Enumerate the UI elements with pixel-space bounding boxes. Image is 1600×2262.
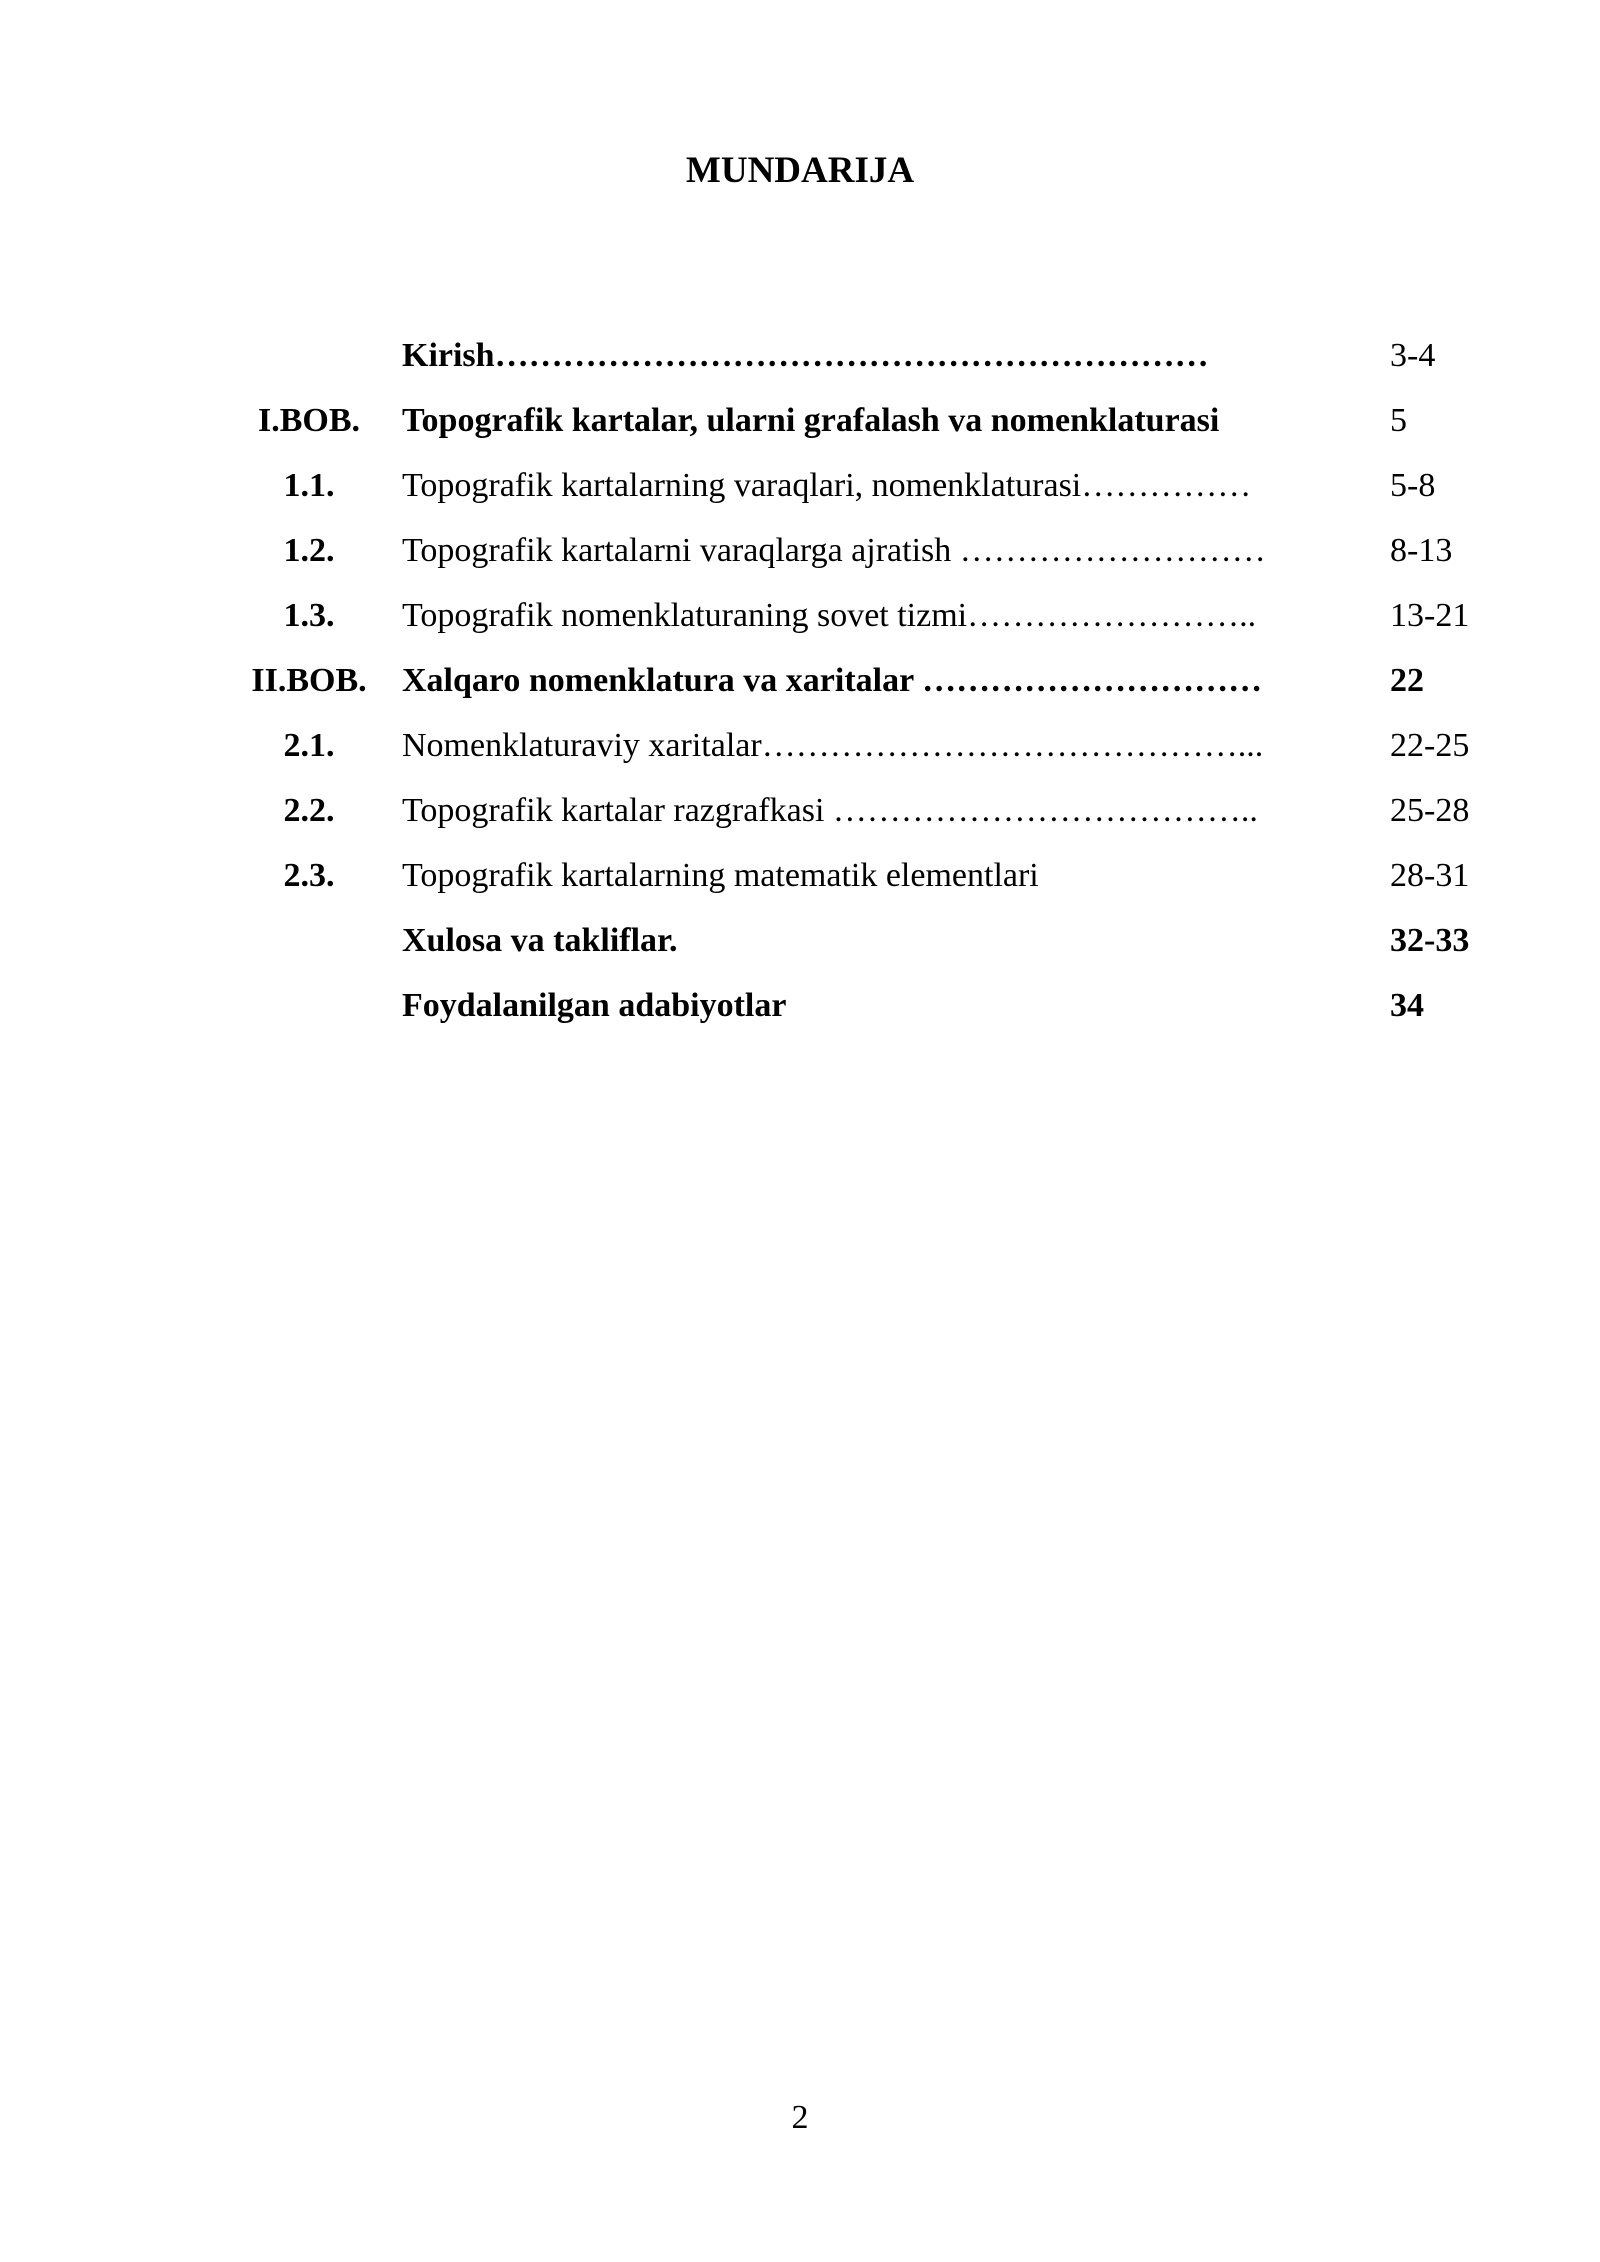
toc-entry-section-2-1[interactable]	[0, 726, 1600, 791]
toc-entry-number: 2.3.	[283, 857, 335, 894]
toc-entry-number: II.BOB.	[251, 662, 367, 699]
toc-entry-section-1-2[interactable]	[0, 531, 1600, 596]
toc-entry-pages: 22	[1390, 662, 1424, 699]
toc-entry-section-2-2[interactable]	[0, 791, 1600, 856]
page-title: MUNDARIJA	[685, 150, 915, 191]
toc-entry-title: Foydalanilgan adabiyotlar	[402, 987, 787, 1024]
toc-entry-title: Nomenklaturaviy xaritalar……………………………………...	[402, 727, 1264, 764]
toc-entry-conclusion[interactable]	[0, 921, 1600, 986]
toc-entry-title: Topografik kartalarning matematik elementlari	[402, 857, 1039, 894]
toc-entry-pages: 5	[1390, 402, 1407, 439]
toc-entry-section-2-3[interactable]	[0, 856, 1600, 921]
toc-entry-number: 2.1.	[283, 727, 335, 764]
toc-entry-pages: 25-28	[1390, 792, 1470, 829]
toc-entry-pages: 13-21	[1390, 597, 1470, 634]
toc-entry-number: I.BOB.	[257, 402, 361, 439]
toc-entry-number: 1.1.	[283, 467, 335, 504]
toc-entry-title: Xalqaro nomenklatura va xaritalar …………………………	[402, 662, 1263, 699]
toc-entry-pages: 5-8	[1390, 467, 1436, 504]
toc-entry-title: Topografik kartalar, ularni grafalash va nomenklaturasi	[402, 402, 1220, 439]
toc-entry-pages: 28-31	[1390, 857, 1470, 894]
toc-entry-number: 1.2.	[283, 532, 335, 569]
toc-entry-chapter-2[interactable]	[0, 661, 1600, 726]
toc-entry-references[interactable]	[0, 986, 1600, 1051]
toc-entry-introduction[interactable]	[0, 336, 1600, 401]
toc-entry-pages: 32-33	[1390, 922, 1470, 959]
toc-entry-title: Kirish………………………………………………………	[402, 337, 1209, 374]
toc-entry-title: Topografik kartalarning varaqlari, nomenklaturasi……………	[402, 467, 1252, 504]
toc-entry-title: Topografik kartalar razgrafkasi ………………………………..	[402, 792, 1258, 829]
toc-entry-number: 2.2.	[283, 792, 335, 829]
toc-entry-pages: 22-25	[1390, 727, 1470, 764]
toc-entry-title: Topografik nomenklaturaning sovet tizmi……………………..	[402, 597, 1257, 634]
toc-entry-section-1-1[interactable]	[0, 466, 1600, 531]
toc-entry-section-1-3[interactable]	[0, 596, 1600, 661]
toc-entry-title: Topografik kartalarni varaqlarga ajratish ………………………	[402, 532, 1266, 569]
toc-entry-pages: 8-13	[1390, 532, 1453, 569]
toc-entry-pages: 34	[1390, 987, 1424, 1024]
page-number: 2	[791, 2099, 809, 2136]
toc-entry-title: Xulosa va takliflar.	[402, 922, 678, 959]
toc-entry-chapter-1[interactable]	[0, 401, 1600, 466]
toc-entry-number: 1.3.	[283, 597, 335, 634]
table-of-contents	[0, 336, 1600, 1051]
toc-entry-pages: 3-4	[1390, 337, 1436, 374]
